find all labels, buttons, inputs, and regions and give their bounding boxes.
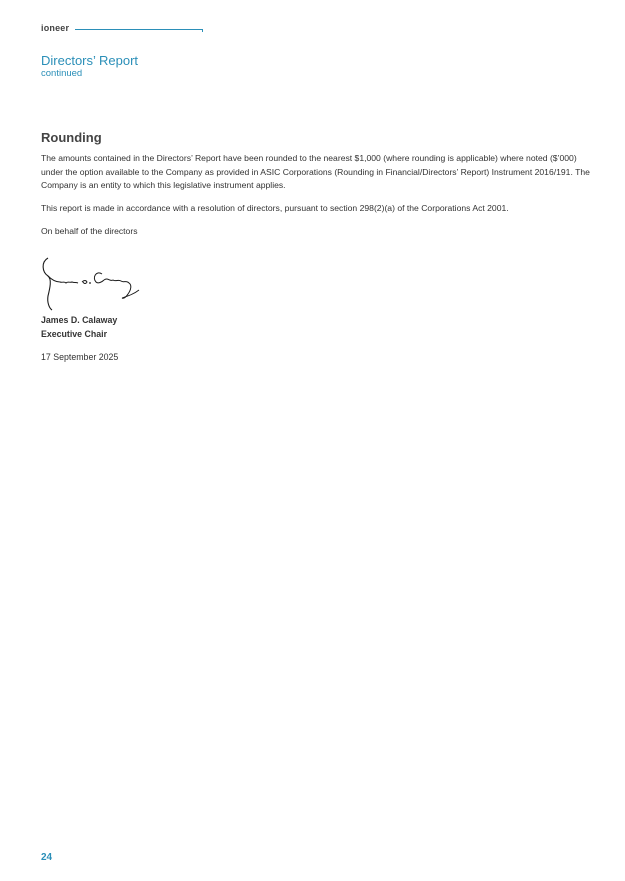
page-number: 24 xyxy=(41,852,53,863)
signature-image xyxy=(38,252,143,312)
brand-rule xyxy=(75,29,203,30)
page-title: Directors’ Report xyxy=(41,53,139,68)
signer-title: Executive Chair xyxy=(41,329,108,339)
signature-date: 17 September 2025 xyxy=(41,352,119,362)
signer-name: James D. Calaway xyxy=(41,315,118,325)
brand-name: ioneer xyxy=(41,23,70,33)
page-subtitle: continued xyxy=(41,68,83,79)
rounding-paragraph: The amounts contained in the Directors’ Report have been rounded to the nearest $1,000 (where rounding is applicable) where noted ($’000) under the option available to the Company as provided in ASIC Corporations (Rounding in Financial/Directors’ Report) Instrument 2016/191. The Company is an entity to which this legislative instrument applies. xyxy=(41,153,590,191)
resolution-paragraph: This report is made in accordance with a resolution of directors, pursuant to section 298(2)(a) of the Corporations Act 2001. xyxy=(41,203,509,213)
section-heading: Rounding xyxy=(41,130,102,145)
on-behalf-paragraph: On behalf of the directors xyxy=(41,226,138,236)
